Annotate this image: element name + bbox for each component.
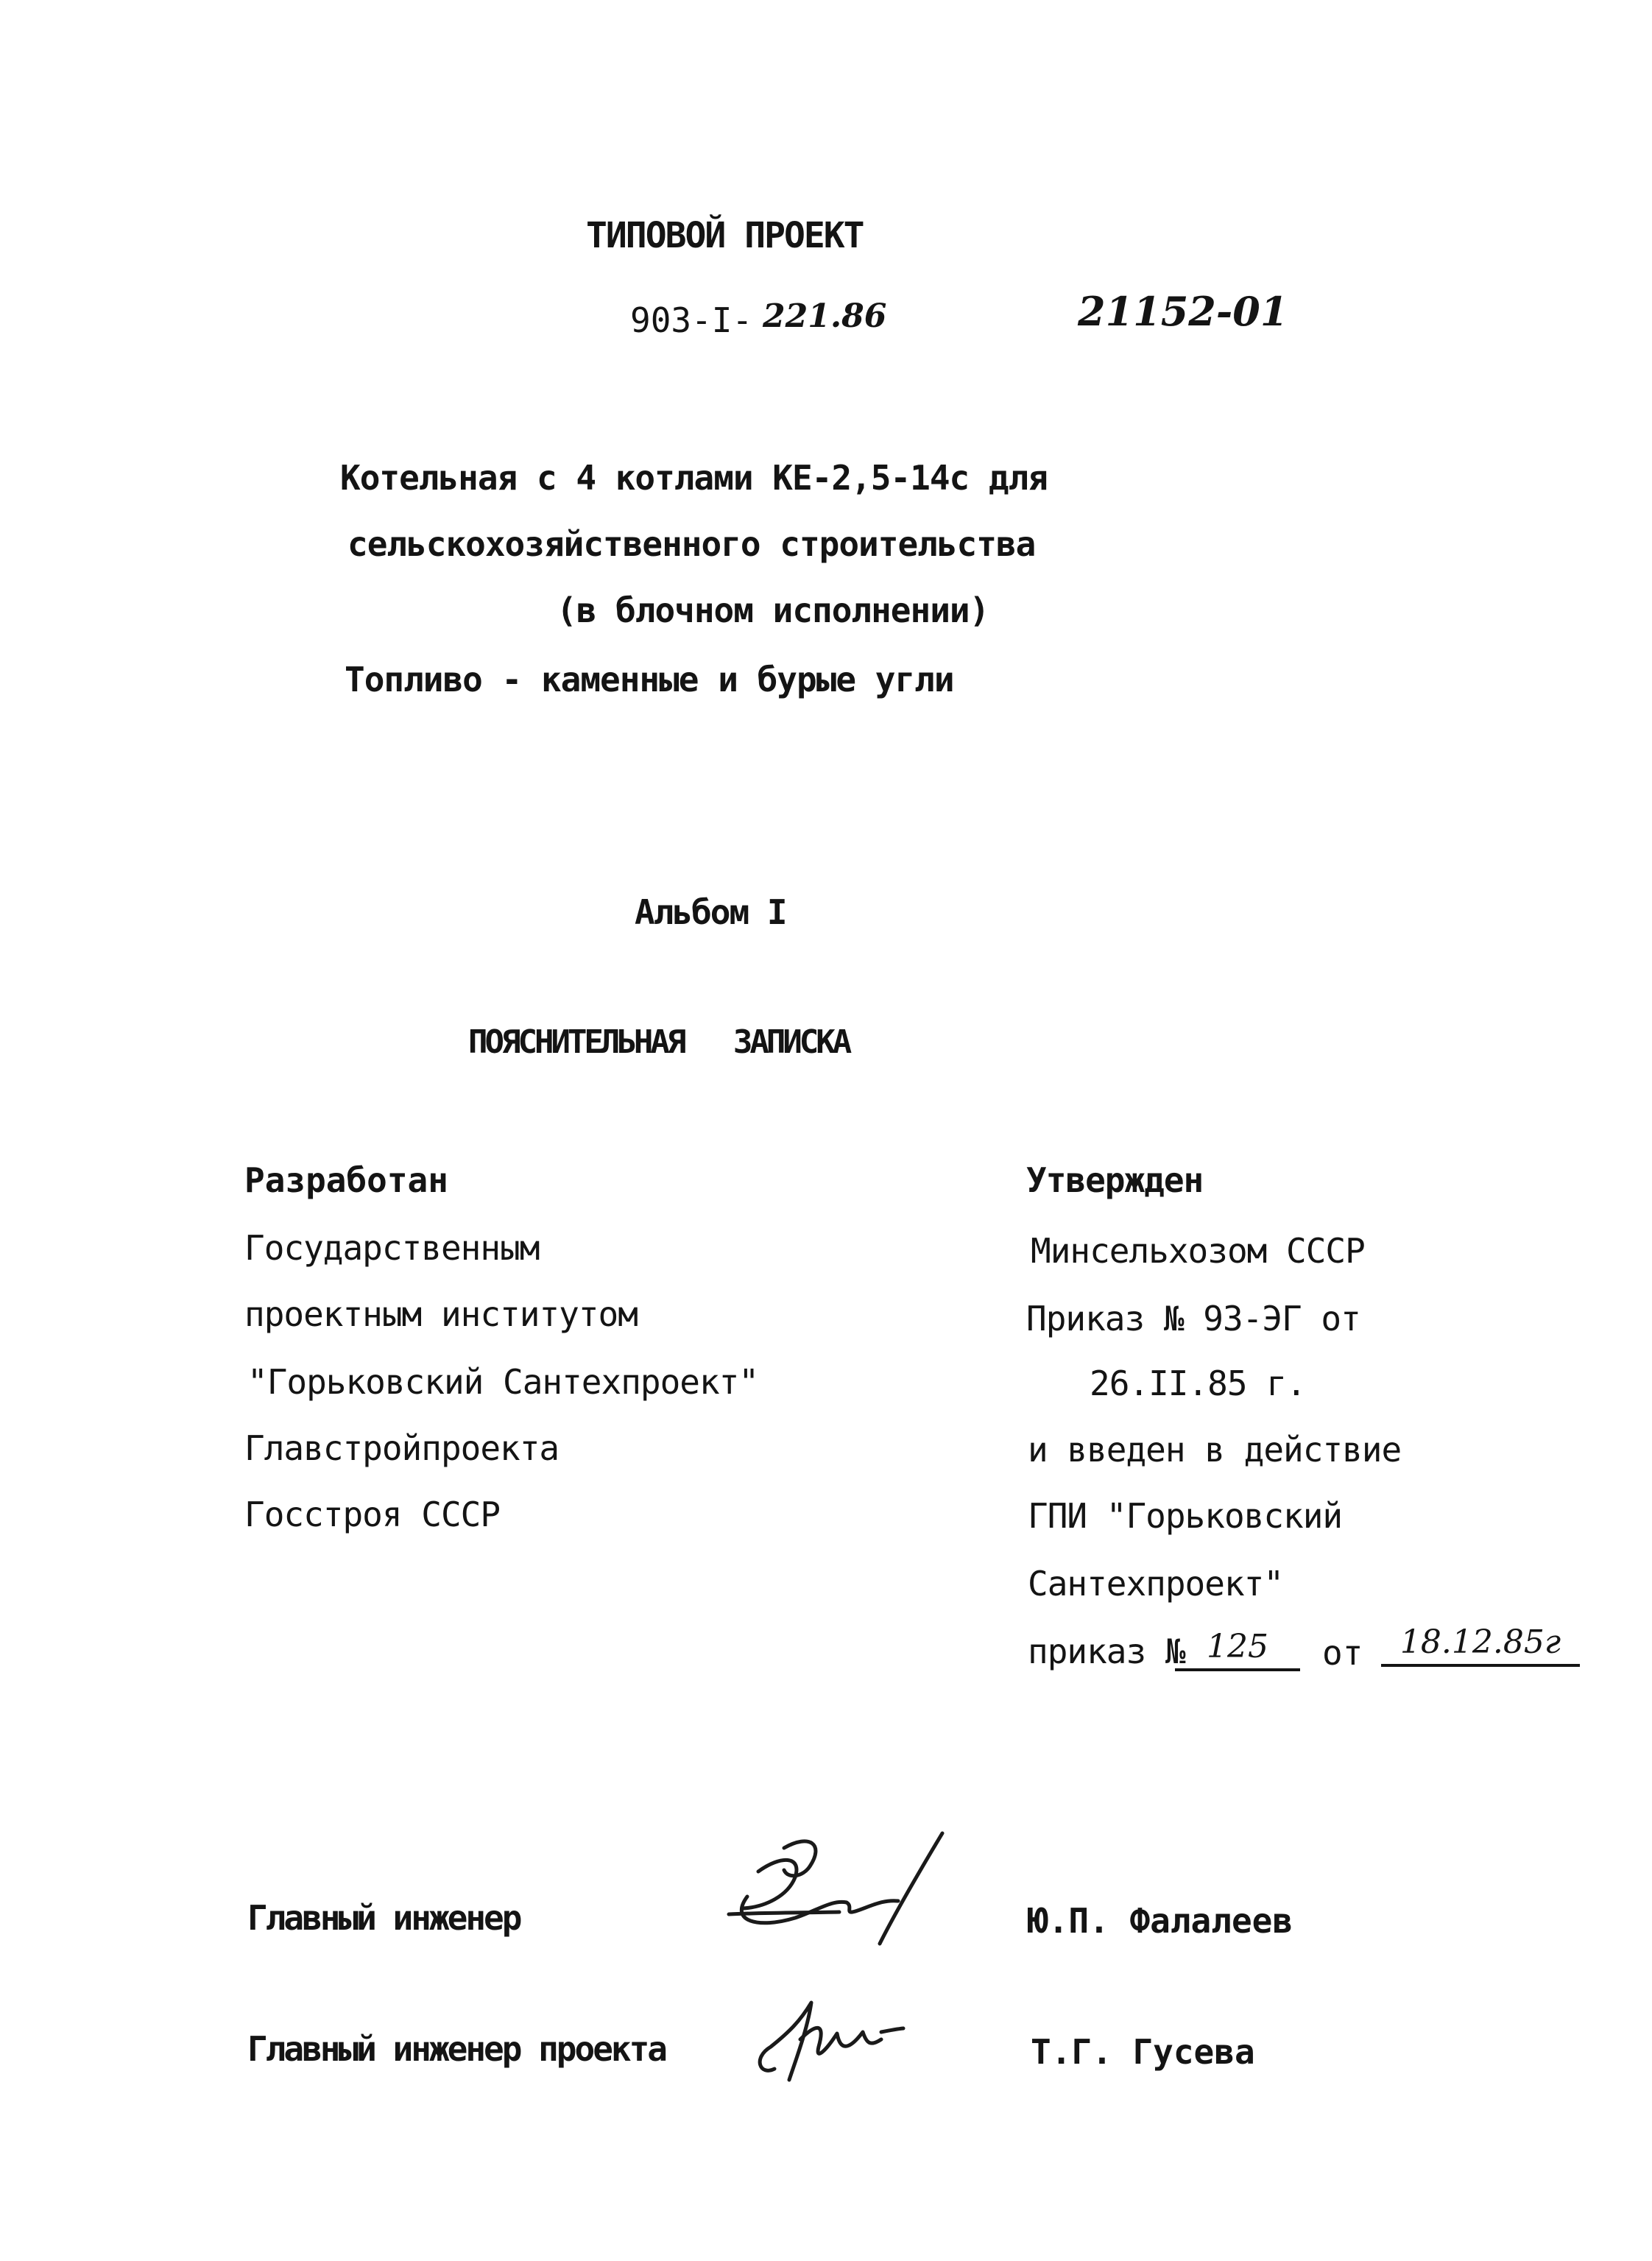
- order-date-field: [1381, 1623, 1580, 1667]
- description-line-2: сельскохозяйственного строительства: [347, 524, 1036, 564]
- approved-line: Минсельхозом СССР: [1031, 1231, 1365, 1271]
- signature-chief-project-engineer: [745, 1988, 914, 2091]
- approved-line: и введен в действие: [1028, 1430, 1402, 1470]
- signature-chief-engineer: [714, 1826, 957, 1951]
- description-line-4: Топливо - каменные и бурые угли: [345, 660, 954, 699]
- album-label: Альбом I: [635, 892, 786, 932]
- order-from: от: [1322, 1633, 1363, 1673]
- order-date: 18.12.85г: [1399, 1623, 1561, 1661]
- inventory-number: 21152-01: [1078, 288, 1288, 335]
- document-title: ТИПОВОЙ ПРОЕКТ: [586, 215, 864, 256]
- approved-line: Приказ № 93-ЭГ от: [1026, 1299, 1360, 1338]
- order-number: 125: [1207, 1628, 1268, 1665]
- approved-line: 26.II.85 г.: [1090, 1364, 1306, 1403]
- signature-name: Ю.П. Фалалеев: [1028, 1901, 1293, 1941]
- signature-role: Главный инженер: [247, 1898, 520, 1938]
- approved-line: ГПИ "Горьковский: [1028, 1496, 1343, 1536]
- project-prefix: 903-I-: [630, 300, 753, 340]
- developed-line: Разработан: [244, 1160, 448, 1200]
- description-line-3: (в блочном исполнении): [557, 590, 989, 630]
- approved-line: Сантехпроект": [1028, 1564, 1284, 1604]
- signature-name: Т.Г. Гусева: [1031, 2032, 1255, 2072]
- approved-line: Утвержден: [1026, 1160, 1204, 1200]
- project-number: 221.86: [763, 297, 887, 335]
- order-number-field: [1175, 1630, 1300, 1671]
- developed-line: проектным институтом: [244, 1294, 638, 1334]
- developed-line: Госстроя СССР: [244, 1495, 501, 1534]
- signature-role: Главный инженер проекта: [247, 2029, 666, 2069]
- order-label: приказ №: [1028, 1632, 1185, 1671]
- developed-line: Главстройпроекта: [244, 1428, 560, 1468]
- description-line-1: Котельная с 4 котлами КЕ-2,5-14с для: [340, 458, 1048, 498]
- developed-line: "Горьковский Сантехпроект": [247, 1362, 759, 1402]
- album-subtitle: ПОЯСНИТЕЛЬНАЯ ЗАПИСКА: [468, 1023, 850, 1061]
- developed-line: Государственным: [244, 1228, 540, 1268]
